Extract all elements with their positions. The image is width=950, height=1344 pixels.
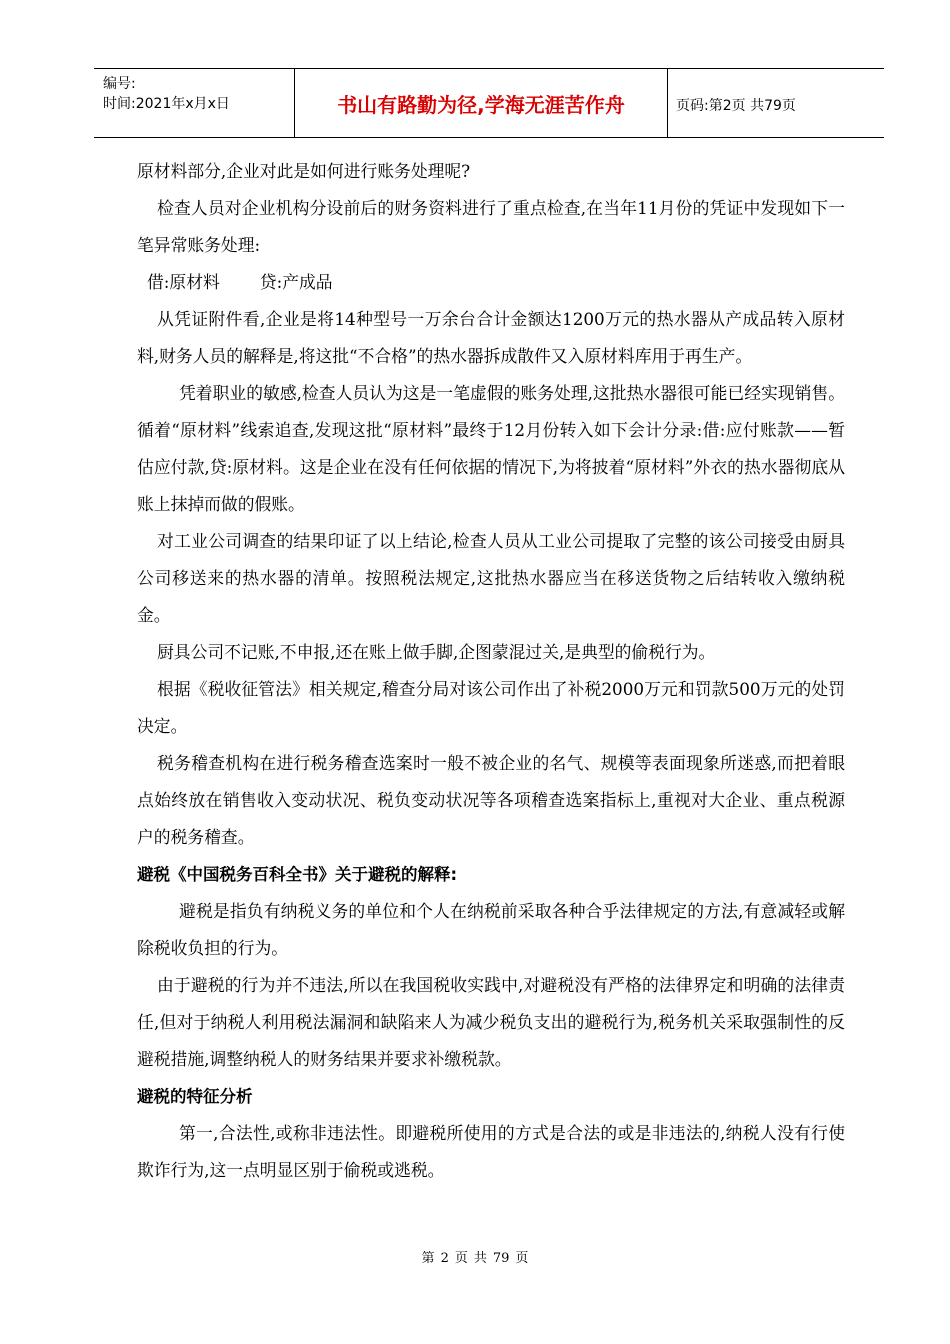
footer-gong: 共 <box>473 1251 487 1266</box>
paragraph: 从凭证附件看,企业是将14种型号一万余台合计金额达1200万元的热水器从产成品转入原材料,财务人员的解释是,将这批“不合格”的热水器拆成散件又入原材料库用于再生产。 <box>137 309 845 366</box>
header-meta <box>94 69 294 137</box>
journal-entry-credit: 贷:产成品 <box>259 272 333 292</box>
footer-total-pages: 79 <box>492 1251 510 1266</box>
header-motto: 书山有路勤为径,学海无涯苦作舟 <box>337 93 625 117</box>
section-heading: 避税《中国税务百科全书》关于避税的解释: <box>137 865 458 884</box>
paragraph: 检查人员对企业机构分设前后的财务资料进行了重点检查,在当年11月份的凭证中发现如下一笔异常账务处理: <box>137 198 845 255</box>
footer-page-number: 2 <box>440 1251 449 1266</box>
paragraph: 凭着职业的敏感,检查人员认为这是一笔虚假的账务处理,这批热水器很可能已经实现销售。循着“原材料”线索追查,发现这批“原材料”最终于12月份转入如下会计分录:借:应付账款——暂估应付款,贷:原材料。这是企业在没有任何依据的情况下,为将披着“原材料”外衣的热水器彻底从账上抹掉而做的假账。 <box>137 383 845 514</box>
paragraph: 由于避税的行为并不违法,所以在我国税收实践中,对避税没有严格的法律界定和明确的法律责任,但对于纳税人利用税法漏洞和缺陷来人为减少税负支出的避税行为,税务机关采取强制性的反避税措施,调整纳税人的财务结果并要求补缴税款。 <box>137 975 845 1069</box>
paragraph: 税务稽查机构在进行税务稽查选案时一般不被企业的名气、规模等表面现象所迷惑,而把着眼点始终放在销售收入变动状况、税负变动状况等各项稽查选案指标上,重视对大企业、重点税源户的税务稽查。 <box>137 753 845 847</box>
journal-entry <box>137 264 845 301</box>
paragraph: 厨具公司不记账,不申报,还在账上做手脚,企图蒙混过关,是典型的偷税行为。 <box>157 642 716 662</box>
section-heading: 避税的特征分析 <box>137 1087 253 1106</box>
paragraph: 根据《税收征管法》相关规定,稽查分局对该公司作出了补税2000万元和罚款500万元的处罚决定。 <box>137 679 845 736</box>
page-header <box>94 68 884 138</box>
footer-ye: 页 <box>515 1251 529 1266</box>
paragraph: 第一,合法性,或称非违法性。即避税所使用的方式是合法的或是非违法的,纳税人没有行使欺诈行为,这一点明显区别于偷税或逃税。 <box>137 1123 845 1180</box>
header-page-info: 页码:第2页 共79页 <box>676 98 796 114</box>
paragraph: 原材料部分,企业对此是如何进行账务处理呢? <box>137 161 471 181</box>
footer-ye: 页 <box>454 1251 468 1266</box>
document-number-label: 编号: <box>103 76 136 92</box>
journal-entry-debit: 借:原材料 <box>147 272 220 292</box>
page-footer <box>0 1247 950 1266</box>
header-motto-cell <box>294 69 668 137</box>
document-time-label: 时间:2021年x月x日 <box>103 96 230 112</box>
document-body <box>137 153 845 1189</box>
paragraph: 避税是指负有纳税义务的单位和个人在纳税前采取各种合乎法律规定的方法,有意减轻或解除税收负担的行为。 <box>137 901 845 958</box>
footer-di: 第 <box>421 1251 435 1266</box>
paragraph: 对工业公司调查的结果印证了以上结论,检查人员从工业公司提取了完整的该公司接受由厨具公司移送来的热水器的清单。按照税法规定,这批热水器应当在移送货物之后结转收入缴纳税金。 <box>137 531 845 625</box>
header-page-cell <box>667 69 884 137</box>
